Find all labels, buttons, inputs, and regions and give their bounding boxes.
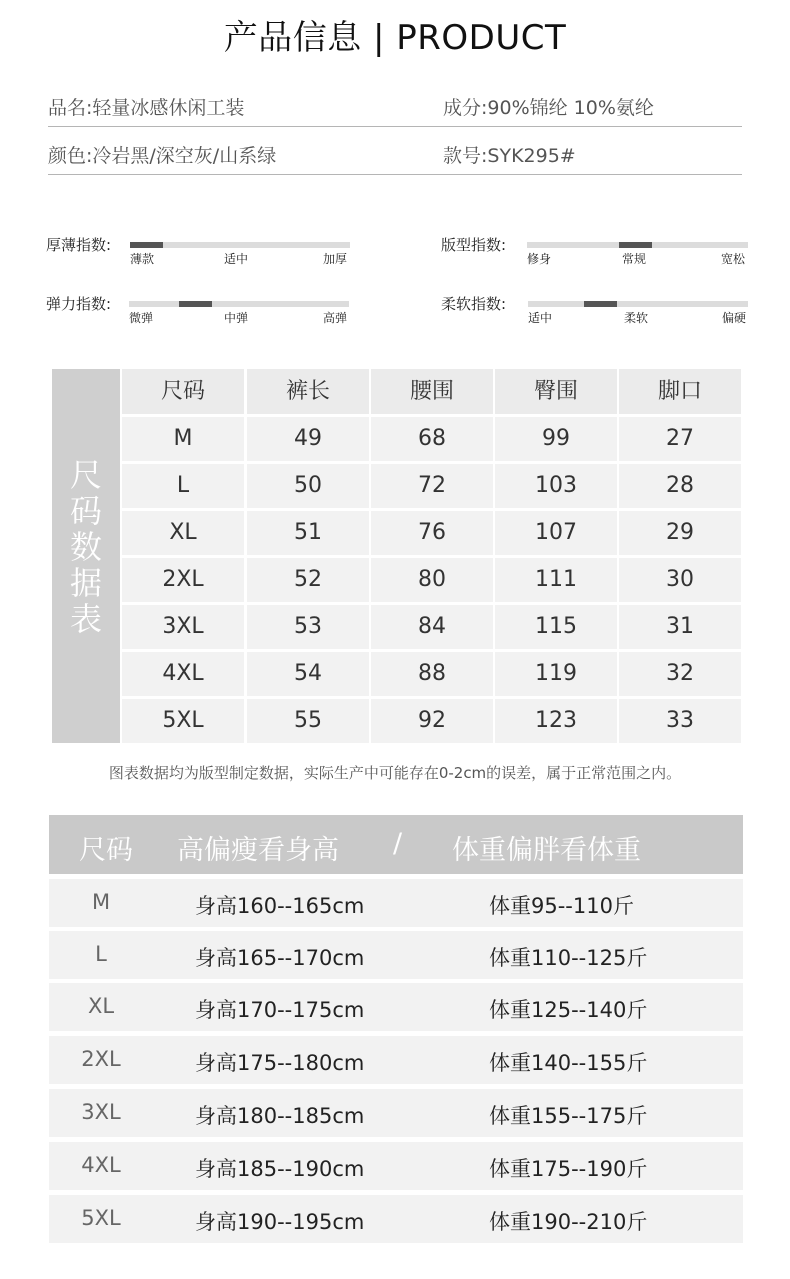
size-table-header-cell: 脚口 bbox=[619, 369, 741, 414]
recommend-row bbox=[49, 879, 743, 927]
size-table-cell: 29 bbox=[619, 511, 741, 555]
recommend-row bbox=[49, 1036, 743, 1084]
size-table-cell: 55 bbox=[247, 699, 369, 743]
index-marker bbox=[619, 242, 652, 248]
index-option: 薄款 bbox=[130, 252, 155, 266]
index-option: 宽松 bbox=[721, 252, 746, 266]
size-table-cell: 30 bbox=[619, 558, 741, 602]
size-table-cell: 80 bbox=[371, 558, 493, 602]
index-option: 适中 bbox=[224, 252, 249, 266]
size-table-cell: 84 bbox=[371, 605, 493, 649]
recommend-height: 身高185--190cm bbox=[195, 1157, 365, 1181]
size-table-cell: 99 bbox=[495, 417, 617, 461]
size-table-cell: 53 bbox=[247, 605, 369, 649]
size-table-cell: 50 bbox=[247, 464, 369, 508]
size-table-cell: 76 bbox=[371, 511, 493, 555]
tolerance-note: 图表数据均为版型制定数据，实际生产中可能存在0-2cm的误差，属于正常范围之内。 bbox=[108, 764, 682, 782]
recommend-header-weight: 体重偏胖看体重 bbox=[452, 835, 641, 866]
index-track bbox=[130, 242, 350, 248]
recommend-weight: 体重190--210斤 bbox=[489, 1210, 648, 1234]
size-table-cell: 103 bbox=[495, 464, 617, 508]
size-table-cell: 52 bbox=[247, 558, 369, 602]
elasticity-index bbox=[46, 293, 376, 333]
recommend-row bbox=[49, 1195, 743, 1243]
recommend-row bbox=[49, 1089, 743, 1137]
size-table-cell: L bbox=[122, 464, 244, 508]
side-label-char: 尺 bbox=[69, 456, 102, 494]
recommend-weight: 体重110--125斤 bbox=[489, 946, 648, 970]
size-table-header-cell: 裤长 bbox=[247, 369, 369, 414]
size-table-cell: 32 bbox=[619, 652, 741, 696]
size-table-cell: 4XL bbox=[122, 652, 244, 696]
recommend-height: 身高160--165cm bbox=[195, 894, 365, 918]
side-label-char: 表 bbox=[69, 600, 102, 638]
recommend-header-size: 尺码 bbox=[79, 835, 133, 866]
recommend-height: 身高170--175cm bbox=[195, 998, 365, 1022]
size-table-cell: 33 bbox=[619, 699, 741, 743]
recommend-weight: 体重155--175斤 bbox=[489, 1104, 648, 1128]
index-option: 修身 bbox=[527, 252, 552, 266]
size-table-header-cell: 腰围 bbox=[371, 369, 493, 414]
index-option: 高弹 bbox=[323, 311, 348, 325]
side-label-char: 据 bbox=[69, 564, 102, 602]
recommend-size: 5XL bbox=[81, 1206, 121, 1230]
softness-index bbox=[441, 293, 771, 333]
recommend-height: 身高175--180cm bbox=[195, 1051, 365, 1075]
size-table-cell: 49 bbox=[247, 417, 369, 461]
index-option: 偏硬 bbox=[722, 311, 747, 325]
size-table-cell: 72 bbox=[371, 464, 493, 508]
product-composition: 成分:90%锦纶 10%氨纶 bbox=[443, 97, 654, 119]
index-label: 版型指数: bbox=[441, 236, 507, 254]
product-color: 颜色:冷岩黑/深空灰/山系绿 bbox=[48, 145, 277, 167]
info-row-1 bbox=[48, 96, 742, 127]
size-table-cell: 123 bbox=[495, 699, 617, 743]
size-table-cell: 68 bbox=[371, 417, 493, 461]
index-option: 微弹 bbox=[129, 311, 154, 325]
index-option: 适中 bbox=[528, 311, 553, 325]
size-table-cell: 115 bbox=[495, 605, 617, 649]
recommend-size: 4XL bbox=[81, 1153, 121, 1177]
fit-index bbox=[441, 234, 771, 274]
size-table-cell: 119 bbox=[495, 652, 617, 696]
product-name: 品名:轻量冰感休闲工装 bbox=[48, 97, 245, 119]
size-table-cell: 54 bbox=[247, 652, 369, 696]
index-marker bbox=[130, 242, 163, 248]
recommend-row bbox=[49, 983, 743, 1031]
side-label-char: 码 bbox=[69, 492, 102, 530]
recommend-size: 3XL bbox=[81, 1100, 121, 1124]
index-label: 弹力指数: bbox=[46, 295, 112, 313]
index-option: 加厚 bbox=[323, 252, 348, 266]
size-table-cell: 92 bbox=[371, 699, 493, 743]
size-table-cell: 88 bbox=[371, 652, 493, 696]
page-title: 产品信息 | PRODUCT bbox=[223, 18, 567, 58]
recommend-height: 身高180--185cm bbox=[195, 1104, 365, 1128]
size-table-cell: 2XL bbox=[122, 558, 244, 602]
index-option: 常规 bbox=[622, 252, 647, 266]
index-label: 柔软指数: bbox=[441, 295, 507, 313]
index-option: 中弹 bbox=[224, 311, 249, 325]
index-option: 柔软 bbox=[624, 311, 649, 325]
size-table-side-label bbox=[52, 369, 120, 743]
recommend-row bbox=[49, 1142, 743, 1190]
info-row-2 bbox=[48, 144, 742, 175]
size-table-cell: 31 bbox=[619, 605, 741, 649]
recommend-weight: 体重125--140斤 bbox=[489, 998, 648, 1022]
recommend-height: 身高190--195cm bbox=[195, 1210, 365, 1234]
recommend-header bbox=[49, 815, 743, 874]
size-table-cell: M bbox=[122, 417, 244, 461]
index-track bbox=[528, 301, 748, 307]
recommend-size: M bbox=[91, 890, 111, 914]
recommend-size: XL bbox=[87, 994, 115, 1018]
size-table-cell: XL bbox=[122, 511, 244, 555]
recommend-size: 2XL bbox=[81, 1047, 121, 1071]
index-track bbox=[129, 301, 349, 307]
product-style-number: 款号:SYK295# bbox=[443, 145, 576, 167]
index-label: 厚薄指数: bbox=[46, 236, 112, 254]
recommend-row bbox=[49, 931, 743, 979]
size-table bbox=[52, 369, 741, 743]
side-label-char: 数 bbox=[69, 528, 102, 566]
thickness-index bbox=[46, 234, 376, 274]
size-table-header-cell: 臀围 bbox=[495, 369, 617, 414]
recommend-header-height: 高偏瘦看身高 bbox=[177, 835, 339, 866]
recommend-height: 身高165--170cm bbox=[195, 946, 365, 970]
size-table-header-cell: 尺码 bbox=[122, 369, 244, 414]
recommend-header-divider: / bbox=[393, 828, 403, 859]
recommend-weight: 体重175--190斤 bbox=[489, 1157, 648, 1181]
size-table-cell: 5XL bbox=[122, 699, 244, 743]
recommend-size: L bbox=[95, 942, 107, 966]
index-marker bbox=[584, 301, 617, 307]
size-table-cell: 51 bbox=[247, 511, 369, 555]
size-table-cell: 107 bbox=[495, 511, 617, 555]
index-marker bbox=[179, 301, 212, 307]
recommend-weight: 体重95--110斤 bbox=[489, 894, 634, 918]
size-table-cell: 111 bbox=[495, 558, 617, 602]
recommend-weight: 体重140--155斤 bbox=[489, 1051, 648, 1075]
size-table-cell: 28 bbox=[619, 464, 741, 508]
size-table-cell: 3XL bbox=[122, 605, 244, 649]
size-table-cell: 27 bbox=[619, 417, 741, 461]
